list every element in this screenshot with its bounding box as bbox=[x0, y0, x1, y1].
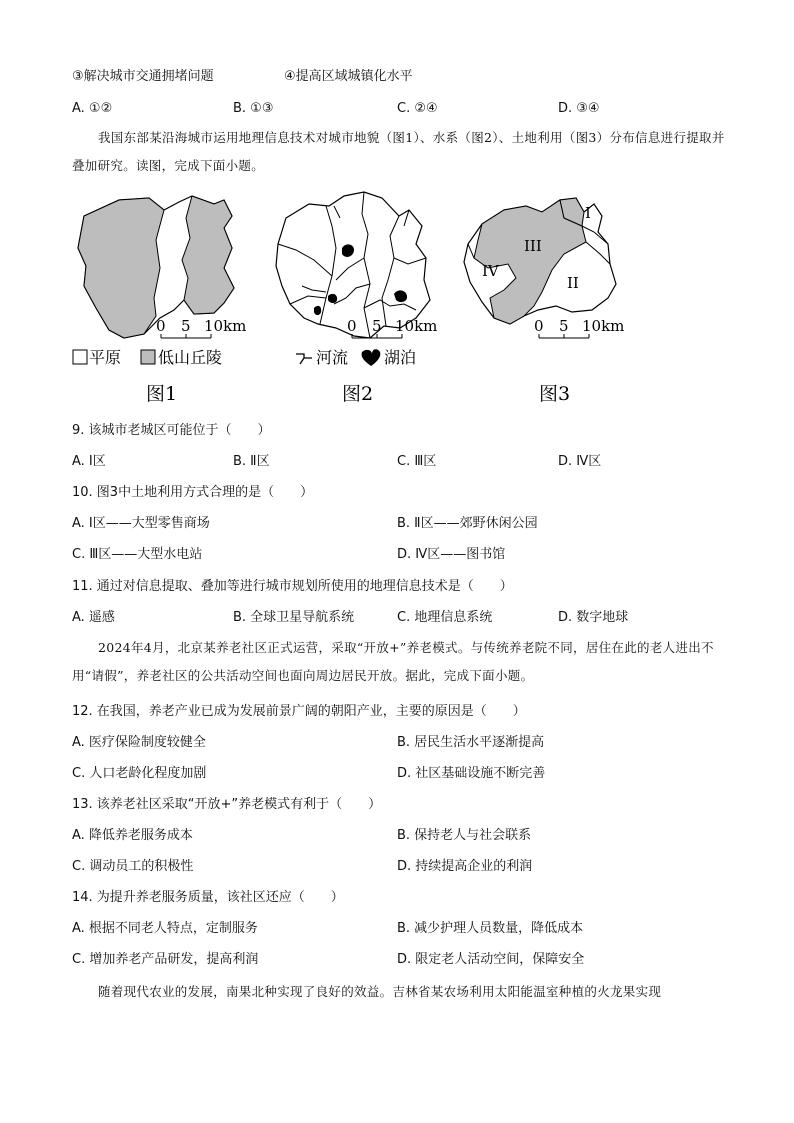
figure-3-scale-0: 0 bbox=[534, 317, 544, 335]
figure-3-zone-iv: IV bbox=[482, 262, 499, 280]
legend-lake-label: 湖泊 bbox=[384, 348, 417, 367]
figure-legend bbox=[73, 348, 416, 367]
figure-1-scale-0: 0 bbox=[156, 317, 166, 335]
q10-option-b: B. Ⅱ区——郊野休闲公园 bbox=[397, 516, 538, 531]
figure-1-scale-10: 10km bbox=[204, 317, 247, 335]
q11-option-b: B. 全球卫星导航系统 bbox=[233, 610, 355, 625]
q9-option-a: A. Ⅰ区 bbox=[72, 454, 106, 469]
q11-option-c: C. 地理信息系统 bbox=[397, 610, 493, 625]
q12-stem: 12. 在我国，养老产业已成为发展前景广阔的朝阳产业，主要的原因是（ ） bbox=[72, 704, 526, 719]
q13-stem: 13. 该养老社区采取“开放+”养老模式有利于（ ） bbox=[72, 797, 382, 812]
legend-plain-label: 平原 bbox=[89, 348, 122, 367]
figure-3-zone-ii: II bbox=[567, 274, 579, 292]
q8-answer-d: D. ③④ bbox=[558, 101, 600, 116]
q9-stem: 9. 该城市老城区可能位于（ ） bbox=[72, 423, 271, 438]
q12-option-c: C. 人口老龄化程度加剧 bbox=[72, 766, 207, 781]
q13-option-d: D. 持续提高企业的利润 bbox=[397, 859, 533, 874]
legend-hill-swatch bbox=[141, 350, 155, 364]
figure-3-zone-iii: III bbox=[524, 237, 542, 255]
elder-intro-text: 2024年4月，北京某养老社区正式运营，采取“开放+”养老模式。与传统养老院不同，居住在此的老人进出不用“请假”，养老社区的公共活动空间也面向周边居民开放。据此，完成下面小题。 bbox=[72, 640, 714, 683]
figure-group bbox=[64, 188, 736, 413]
option-3-text: ③解决城市交通拥堵问题 bbox=[72, 69, 214, 84]
figure-1-caption: 图1 bbox=[146, 383, 178, 405]
q8-answer-a: A. ①② bbox=[72, 101, 113, 116]
q12-option-a: A. 医疗保险制度较健全 bbox=[72, 735, 206, 750]
figure-3-map bbox=[464, 198, 624, 338]
figure-svg bbox=[64, 188, 736, 413]
q11-option-a: A. 遥感 bbox=[72, 610, 115, 625]
fruit-intro-text: 随着现代农业的发展，南果北种实现了良好的效益。吉林省某农场利用太阳能温室种植的火龙果实现 bbox=[98, 984, 662, 999]
figure-2-scale-10: 10km bbox=[395, 317, 438, 335]
figure-2-caption: 图2 bbox=[342, 383, 374, 405]
q12-option-d: D. 社区基础设施不断完善 bbox=[397, 766, 546, 781]
q14-option-a: A. 根据不同老人特点，定制服务 bbox=[72, 921, 258, 936]
figure-3-zone-i: I bbox=[585, 204, 591, 222]
q8-answer-b: B. ①③ bbox=[233, 101, 274, 116]
q13-option-c: C. 调动员工的积极性 bbox=[72, 859, 194, 874]
q14-option-d: D. 限定老人活动空间，保障安全 bbox=[397, 952, 585, 967]
elder-intro-paragraph bbox=[72, 634, 732, 690]
q9-option-d: D. Ⅳ区 bbox=[558, 454, 602, 469]
figure-3-scale-5: 5 bbox=[559, 317, 569, 335]
q11-option-d: D. 数字地球 bbox=[558, 610, 629, 625]
q13-option-a: A. 降低养老服务成本 bbox=[72, 828, 193, 843]
q14-option-b: B. 减少护理人员数量，降低成本 bbox=[397, 921, 584, 936]
q14-stem: 14. 为提升养老服务质量，该社区还应（ ） bbox=[72, 890, 344, 905]
gis-intro-text: 我国东部某沿海城市运用地理信息技术对城市地貌（图1）、水系（图2）、土地利用（图3）分布信息进行提取并叠加研究。读图，完成下面小题。 bbox=[72, 130, 725, 173]
figure-1-map bbox=[78, 196, 246, 338]
legend-river-label: 河流 bbox=[316, 348, 349, 367]
fruit-intro-paragraph bbox=[72, 978, 732, 1006]
lake-icon bbox=[362, 349, 381, 366]
figure-2-scale-0: 0 bbox=[347, 317, 357, 335]
legend-plain-swatch bbox=[73, 350, 87, 364]
q9-option-c: C. Ⅲ区 bbox=[397, 454, 437, 469]
q10-option-a: A. Ⅰ区——大型零售商场 bbox=[72, 516, 210, 531]
figure-1-scale-5: 5 bbox=[181, 317, 191, 335]
q14-option-c: C. 增加养老产品研发，提高利润 bbox=[72, 952, 259, 967]
q10-option-c: C. Ⅲ区——大型水电站 bbox=[72, 547, 203, 562]
figure-3-caption: 图3 bbox=[539, 383, 571, 405]
river-icon bbox=[296, 354, 312, 364]
figure-3-scale-10: 10km bbox=[582, 317, 625, 335]
option-4-text: ④提高区域城镇化水平 bbox=[284, 69, 413, 84]
q11-stem: 11. 通过对信息提取、叠加等进行城市规划所使用的地理信息技术是（ ） bbox=[72, 579, 513, 594]
gis-intro-paragraph bbox=[72, 124, 732, 180]
legend-hill-label: 低山丘陵 bbox=[158, 348, 223, 367]
q12-option-b: B. 居民生活水平逐渐提高 bbox=[397, 735, 545, 750]
q10-option-d: D. Ⅳ区——图书馆 bbox=[397, 547, 506, 562]
figure-2-map bbox=[276, 192, 437, 338]
q8-answer-c: C. ②④ bbox=[397, 101, 438, 116]
figure-2-scale-5: 5 bbox=[372, 317, 382, 335]
q13-option-b: B. 保持老人与社会联系 bbox=[397, 828, 532, 843]
q10-stem: 10. 图3中土地利用方式合理的是（ ） bbox=[72, 485, 314, 500]
q9-option-b: B. Ⅱ区 bbox=[233, 454, 270, 469]
